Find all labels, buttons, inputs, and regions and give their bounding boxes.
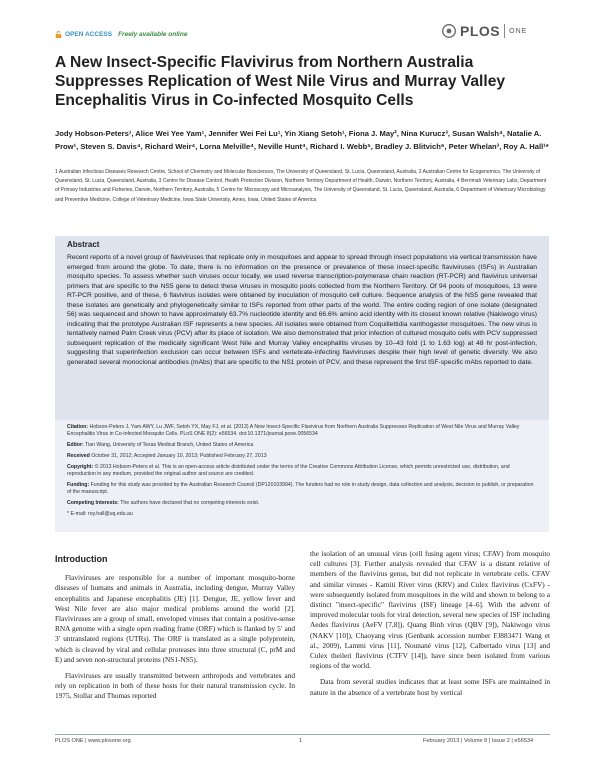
brand-name: PLOS xyxy=(460,23,501,39)
funding-text: Funding for this study was provided by the Australian Research Council (DP120103994). The funders had no role in study design, data collection and analysis, decision to publish, or preparation of the manuscript. xyxy=(67,482,534,495)
author-list: Jody Hobson-Peters¹, Alice Wei Yee Yam¹, Jennifer Wei Fei Lu¹, Yin Xiang Setoh¹, Fiona J. May², Nina Kurucz³, Susan Walsh⁴, Natalie A. Prow¹, Steven S. Davis⁴, Richard Weir⁴, Lorna Melville⁴, Neville Hunt⁴, Richard I. Webb⁵, Bradley J. Blitvich⁶, Peter Whelan³, Roy A. Hall¹* xyxy=(55,129,549,151)
dates xyxy=(67,453,537,460)
affiliations: 1 Australian Infectious Diseases Research Centre, School of Chemistry and Molecular Biosciences, The University of Queensland, St. Lucia, Queensland, Australia, 2 Australian Centre for Ecogenomics, The University of Queensland, St. Lucia, Queensland, Australia, 3 Centre for Disease Control, Health Protection Division, Northern Territory Department of Health, Darwin, Northern Territory, Australia, 4 Berrimah Veterinary Labs, Department of Primary Industries and Fisheries, Darwin, Northern Territory, Australia, 5 Centre for Microscopy and Microanalysis, The University of Queensland, St. Lucia, Queensland, Australia, 6 Department of Veterinary Microbiology and Preventive Medicine, College of Veterinary Medicine, Iowa State University, Ames, Iowa, United States of America xyxy=(55,169,547,203)
footer-journal[interactable]: PLOS ONE | www.plosone.org xyxy=(55,738,131,744)
article-metadata xyxy=(55,420,549,532)
free-online-label: Freely available online xyxy=(118,31,188,38)
funding xyxy=(67,482,537,496)
plos-logo-icon xyxy=(442,24,456,38)
copyright-text: © 2013 Hobson-Peters et al. This is an open-access article distributed under the terms of the Creative Commons Attribution License, which permits unrestricted use, distribution, and reproduction in any medium, provided the original author and source are credited. xyxy=(67,464,510,477)
abstract-text: Recent reports of a novel group of flaviviruses that replicate only in mosquitoes and appear to spread through insect populations via vertical transmission have emerged from around the globe. To date, there is no information on the presence or prevalence of these insect-specific flaviviruses (ISFs) in Australian mosquito species. To assess whether such viruses occur locally, we used reverse transcription-polymerase chain reaction (RT-PCR) and flavivirus universal primers that are specific to the NS5 gene to detect these viruses in mosquito pools collected from the Northern Territory. Of 94 pools of mosquitoes, 13 were RT-PCR positive, and of these, 6 flavivirus isolates were obtained by inoculation of mosquito cell culture. Sequence analysis of the NS5 gene revealed that these isolates are genetically and phylogenetically similar to ISFs reported from other parts of the world. The entire coding region of one isolate (designated 56) was sequenced and shown to have approximately 63.7% nucleotide identity and 66.6% amino acid identity with its closest known relative (Nakiwogo virus) indicating that the prototype Australian ISF represents a new species. All isolates were obtained from Coquillettidia xanthogaster mosquitoes. The new virus is tentatively named Palm Creek virus (PCV) after its place of isolation. We also demonstrated that prior infection of cultured mosquito cells with PCV suppressed subsequent replication of the medically significant West Nile and Murray Valley encephalitis viruses by 10–43 fold (1 to 1.63 log) at 48 hr post-infection, suggesting that superinfection exclusion can occur between ISFs and vertebrate-infecting flaviviruses despite their high level of genetic diversity. We also generated several monoclonal antibodies (mAbs) that are specific to the NS1 protein of PCV, and these represent the first ISF-specific mAbs reported to date. xyxy=(67,254,537,366)
dates-label: Received xyxy=(67,453,90,459)
editor-text: Tian Wang, University of Texas Medical Branch, United States of America xyxy=(85,442,254,448)
competing-label: Competing Interests: xyxy=(67,500,119,506)
brand-sub: ONE xyxy=(509,27,528,35)
editor xyxy=(67,442,537,449)
competing-text: The authors have declared that no competing interests exist. xyxy=(120,500,260,506)
open-access-banner xyxy=(55,31,187,38)
article-title: A New Insect-Specific Flavivirus from Northern Australia Suppresses Replication of West Nile Virus and Murray Valley Encephalitis Virus in Co-infected Mosquito Cells xyxy=(55,54,506,109)
citation xyxy=(67,424,537,438)
open-lock-icon xyxy=(55,31,62,38)
footer-issue: February 2013 | Volume 8 | Issue 2 | e56534 xyxy=(423,738,534,744)
intro-right-column xyxy=(310,549,550,704)
corresponding-email[interactable]: * E-mail: roy.hall@uq.edu.au xyxy=(67,511,133,517)
dates-text: October 31, 2012; Accepted January 10, 2013; Published February 27, 2013 xyxy=(91,453,267,459)
intro-paragraph-1: Flaviviruses are responsible for a number of important mosquito-borne diseases of humans and animals in Australia, including dengue, Murray Valley encephalitis and Japanese encephalitis (JE) [1]. Dengue, JE, yellow fever and West Nile fever are also major medical problems around the world [2]. Flaviviruses are a group of small, enveloped viruses that contain a positive-sense RNA genome with a single open reading frame (ORF) which is flanked by 5′ and 3′ untranslated regions (UTRs). The ORF is translated as a single polyprotein, which is cleaved by viral and cellular proteases into three structural (C, prM and E) and seven non-structural proteins (NS1-NS5). xyxy=(55,573,295,664)
copyright xyxy=(67,464,537,478)
open-access-label: OPEN ACCESS xyxy=(65,31,113,38)
citation-text: Hobson-Peters J, Yam AWY, Lu JWF, Setoh YX, May FJ, et al. (2013) A New Insect-Specific Flavivirus from Northern Australia Suppresses Replication of West Nile Virus and Murray Valley Encephalitis Virus in Co-infected Mosquito Cells. PLoS ONE 8(2): e56534. doi:10.1371/journal.pone.0056534 xyxy=(67,424,520,437)
funding-label: Funding: xyxy=(67,482,90,488)
intro-heading: Introduction xyxy=(55,554,108,564)
competing-interests xyxy=(67,500,537,507)
copyright-label: Copyright: xyxy=(67,464,94,470)
editor-label: Editor: xyxy=(67,442,84,448)
abstract-heading: Abstract xyxy=(67,240,100,249)
intro-paragraph-4: Data from several studies indicates that at least some ISFs are maintained in nature in the absence of a vertebrate host by vertical xyxy=(310,677,550,697)
intro-paragraph-3: the isolation of an unusual virus (cell fusing agent virus; CFAV) from mosquito cell cultures [3]. Further analysis revealed that CFAV is a distant relative of members of the flavivirus genus, but did not replicate in vertebrate cells. CFAV and similar viruses - Kamiti River virus (KRV) and Culex flavivirus (CxFV) - were subsequently isolated from mosquitoes in the wild and shown to belong to a distinct "insect-specific" flavivirus (ISF) lineage [4–6]. With the advent of improved molecular tools for viral detection, several new species of ISF including Aedes flavivirus (AeFV [7,8]), Quang Binh virus (QBV [9]), Nakiwogo virus (NAKV [10]), Chaoyang virus (Genbank accession number FJ883471 Wang et al., 2009), Lammi virus [11], Nounané virus [12], Calbertado virus [13] and Culex theileri flavivirus (CTFV [14]), have since been isolated from various regions of the world. xyxy=(310,549,550,671)
plos-one-logo[interactable] xyxy=(442,23,527,39)
footer-page-number: 1 xyxy=(299,738,303,744)
intro-left-column xyxy=(55,554,295,708)
intro-paragraph-2: Flaviviruses are usually transmitted between arthropods and vertebrates and rely on replication in both of these hosts for their natural transmission cycle. In 1975, Stollar and Thomas reported xyxy=(55,671,295,701)
footer-divider xyxy=(55,734,550,735)
citation-label: Citation: xyxy=(67,424,89,430)
logo-divider xyxy=(504,24,505,38)
abstract-box xyxy=(55,236,549,421)
